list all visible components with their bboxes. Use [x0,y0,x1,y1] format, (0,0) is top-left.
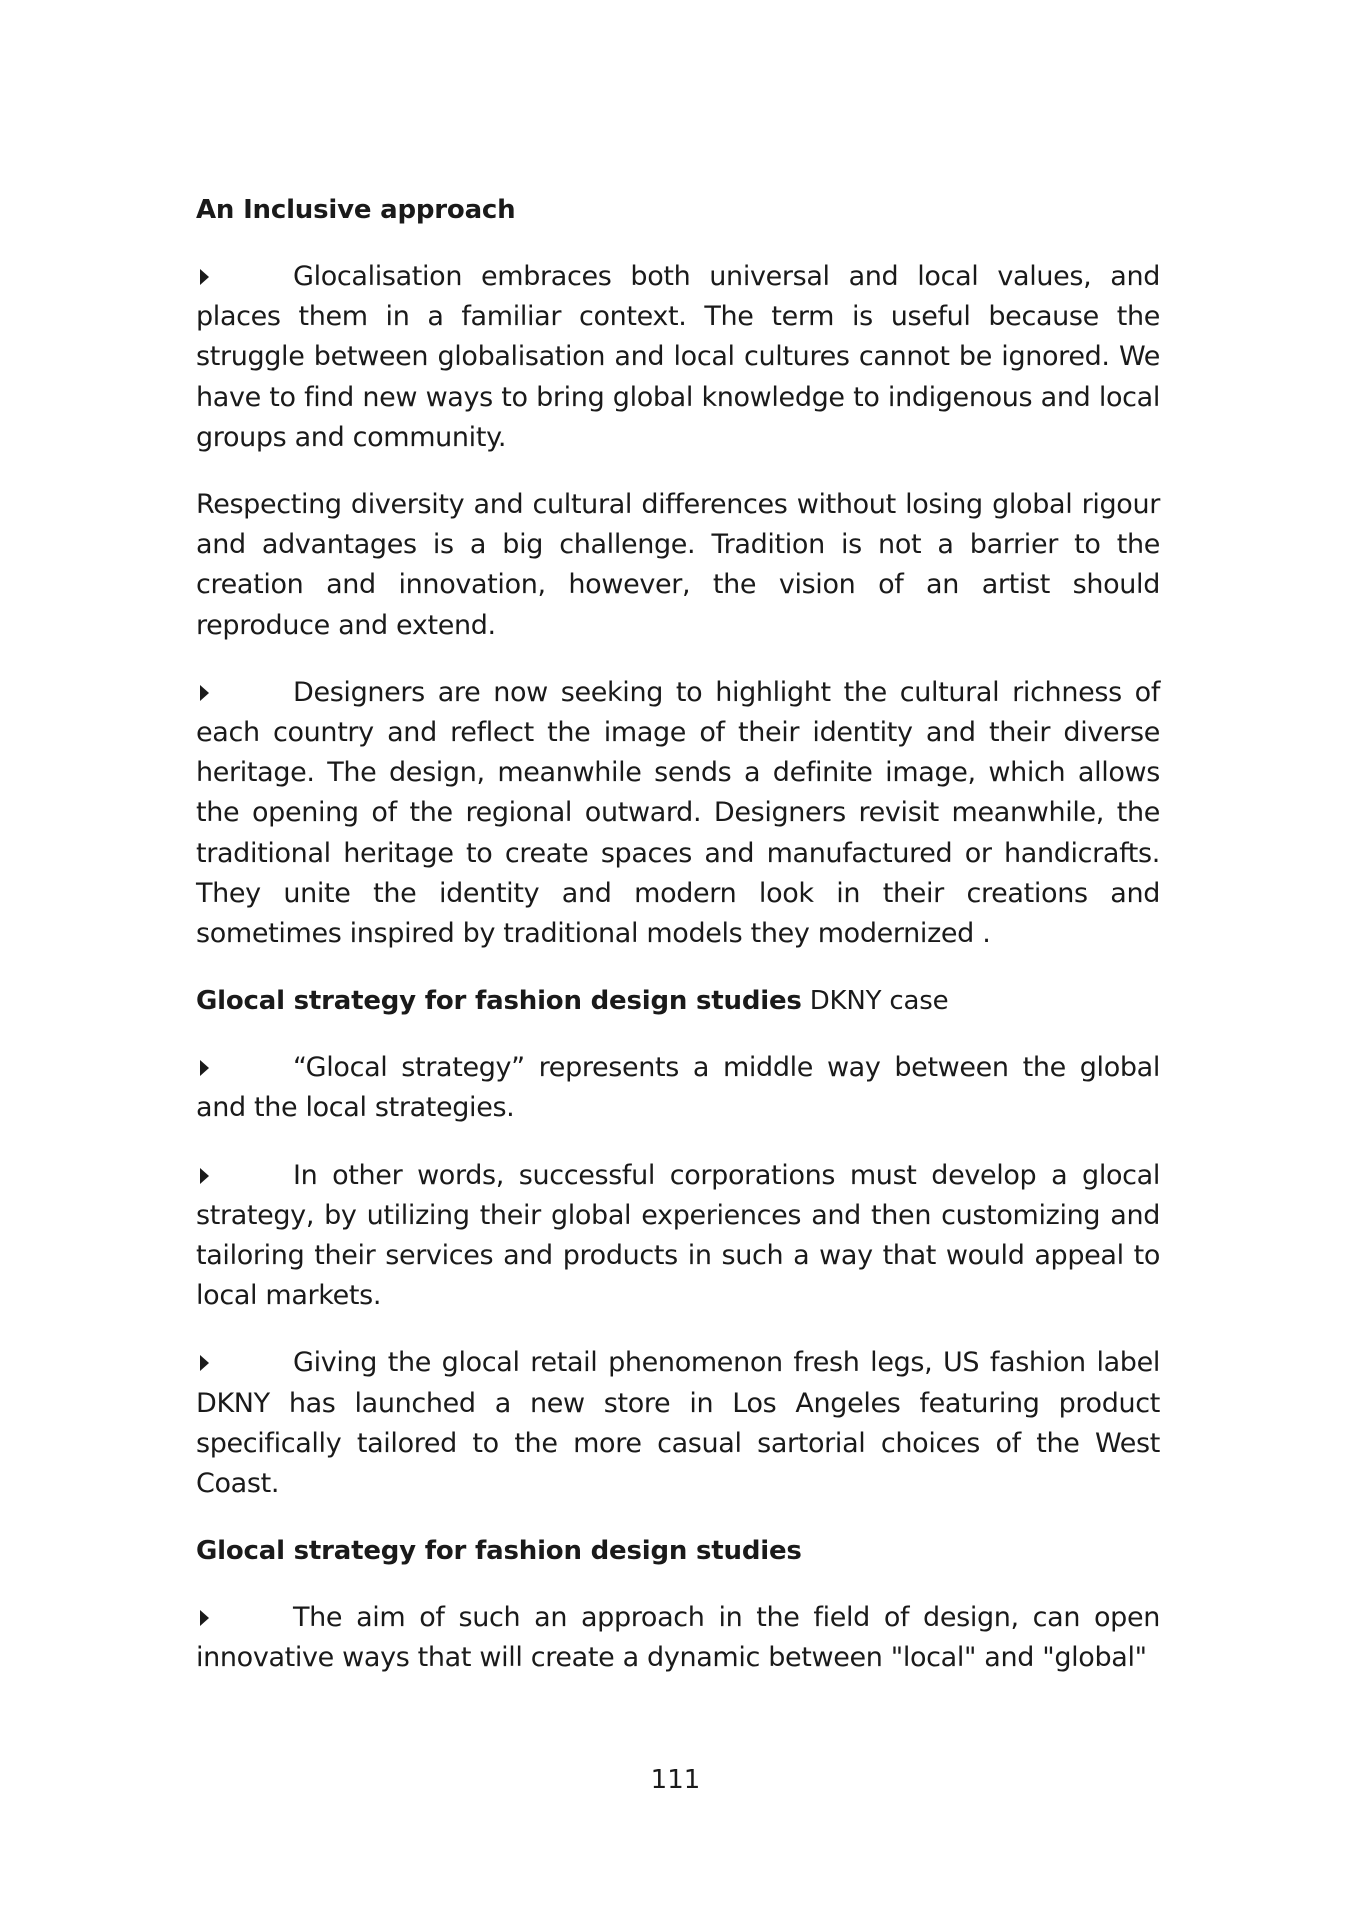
paragraph-text: Glocalisation embraces both universal and local values, and places them in a familiar context. The term is useful because the struggle between globalisation and local cultures cannot be ignored. We have to find new ways to bring global knowledge to indigenous and local groups and community. [196,261,1160,453]
bullet-paragraph [196,1156,1160,1317]
paragraph-text: Giving the glocal retail phenomenon fresh legs, US fashion label DKNY has launched a new store in Los Angeles featuring product specifically tailored to the more casual sartorial choices of the West Coast. [196,1347,1160,1500]
bullet-paragraph [196,257,1160,458]
triangle-bullet-icon [200,269,209,285]
bullet-paragraph [196,1598,1160,1678]
heading-bold-part: Glocal strategy for fashion design studies [196,986,802,1017]
triangle-bullet-icon [200,1060,209,1076]
triangle-bullet-icon [200,685,209,701]
paragraph-text: Respecting diversity and cultural differences without losing global rigour and advantages is a big challenge. Tradition is not a barrier to the creation and innovation, however, the vision of an artist should reproduce and extend. [196,489,1160,641]
page-body [196,190,1160,1706]
page-number: 111 [650,1765,701,1795]
triangle-bullet-icon [200,1168,209,1184]
paragraph-text: The aim of such an approach in the field of design, can open innovative ways that will create a dynamic between "local" and "global" [196,1602,1160,1674]
bullet-paragraph [196,1343,1160,1504]
section-heading-glocal-strategy-dkny [196,981,1160,1021]
paragraph-text: “Glocal strategy” represents a middle way between the global and the local strategies. [196,1052,1160,1124]
paragraph [196,485,1160,646]
triangle-bullet-icon [200,1355,209,1371]
paragraph-text: Designers are now seeking to highlight the cultural richness of each country and reflect the image of their identity and their diverse heritage. The design, meanwhile sends a definite image, which allows the opening of the regional outward. Designers revisit meanwhile, the traditional heritage to create spaces and manufactured or handicrafts. They unite the identity and modern look in their creations and sometimes inspired by traditional models they modernized . [196,676,1160,950]
triangle-bullet-icon [200,1610,209,1626]
paragraph-text: In other words, successful corporations must develop a glocal strategy, by utilizing their global experiences and then customizing and tailoring their services and products in such a way that would appeal to local markets. [196,1159,1160,1312]
heading-normal-part: DKNY case [801,986,949,1017]
section-heading-inclusive-approach: An Inclusive approach [196,195,516,225]
section-heading-glocal-strategy: Glocal strategy for fashion design studies [196,1536,802,1567]
bullet-paragraph [196,1048,1160,1128]
bullet-paragraph [196,673,1160,954]
